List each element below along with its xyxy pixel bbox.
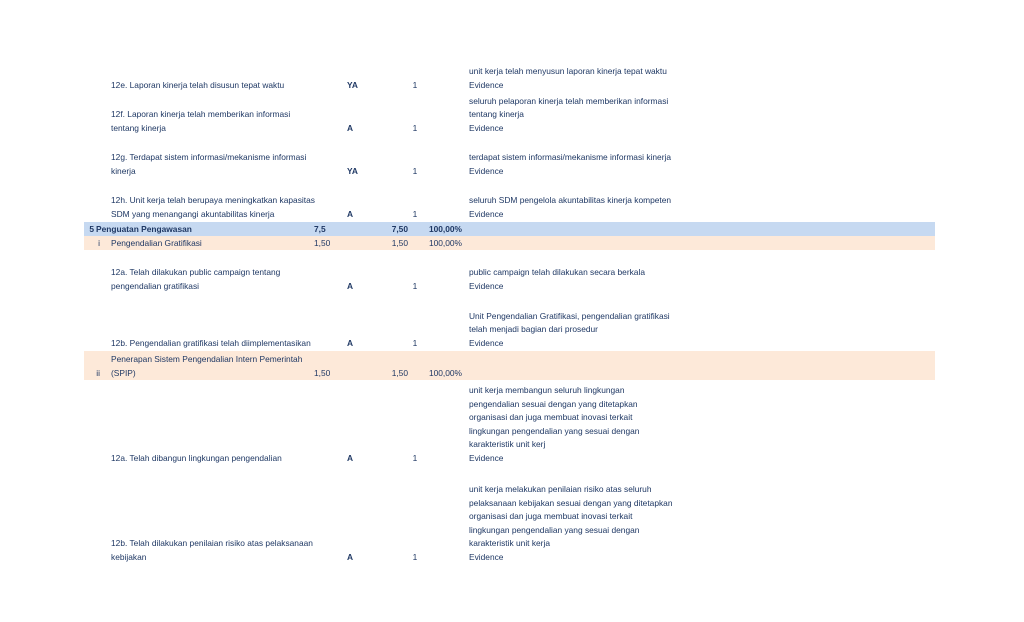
criteria-label: 12b. Telah dilakukan penilaian risiko atas pelaksanaan kebijakan [111,538,313,562]
answer-cell[interactable]: A [347,551,354,562]
percent-cell: 100,00% [428,237,462,248]
max-value-cell: 1,50 [314,367,331,378]
criteria-label: 12a. Telah dibangun lingkungan pengendalian [111,452,282,463]
subsection-row[interactable] [84,236,935,250]
criteria-label: 12h. Unit kerja telah berupaya meningkatkan kapasitas SDM yang menangangi akuntabilitas kinerja [111,195,315,219]
table-row[interactable] [84,381,935,465]
score-value-cell: 1,50 [391,237,408,248]
answer-cell[interactable]: YA [347,79,358,90]
table-row[interactable] [84,135,935,178]
percent-cell: 100,00% [428,367,462,378]
score-cell: 1 [412,337,418,348]
score-cell: 1 [412,79,418,90]
table-row[interactable] [84,250,935,293]
score-cell: 1 [412,122,418,133]
note-cell: unit kerja telah menyusun laporan kinerja tepat waktu Evidence [469,66,667,90]
section-row[interactable] [84,222,935,236]
subsection-code: i [98,237,100,248]
answer-cell[interactable]: A [347,452,354,463]
note-cell: unit kerja melakukan penilaian risiko atas seluruh pelaksanaan kebijakan sesuai dengan yang ditetapkan organisasi dan juga membuat inovasi terkait lingkungan pengendalian yang sesuai dengan karakteristik unit kerja Evidence [469,484,673,562]
subsection-row[interactable] [84,351,935,380]
answer-cell[interactable]: A [347,337,354,348]
note-cell: terdapat sistem informasi/mekanisme informasi kinerja Evidence [469,152,672,176]
score-cell: 1 [412,551,418,562]
table-row[interactable] [84,50,935,92]
score-value-cell: 1,50 [391,367,408,378]
note-cell: Unit Pengendalian Gratifikasi, pengendalian gratifikasi telah menjadi bagian dari prosedur Evidence [469,310,670,348]
score-value-cell: 7,50 [391,223,408,234]
score-cell: 1 [412,280,418,291]
subsection-code: ii [96,367,100,378]
section-number: 5 [89,223,94,234]
section-title: Penguatan Pengawasan [96,223,192,234]
max-value-cell: 1,50 [314,237,331,248]
table-row[interactable] [84,178,935,221]
score-cell: 1 [412,452,418,463]
score-cell: 1 [412,208,418,219]
answer-cell[interactable]: A [347,280,354,291]
note-cell: public campaign telah dilakukan secara berkala Evidence [469,267,645,291]
criteria-label: 12e. Laporan kinerja telah disusun tepat waktu [111,79,285,90]
subsection-title: Pengendalian Gratifikasi [111,237,202,248]
subsection-title: Penerapan Sistem Pengendalian Intern Pemerintah (SPIP) [111,354,303,378]
table-row[interactable] [84,293,935,350]
answer-cell[interactable]: YA [347,165,358,176]
note-cell: seluruh SDM pengelola akuntabilitas kinerja kompeten Evidence [469,195,672,219]
table-row[interactable] [84,92,935,135]
note-cell: unit kerja membangun seluruh lingkungan pengendalian sesuai dengan yang ditetapkan organisasi dan juga membuat inovasi terkait lingkungan pengendalian yang sesuai dengan karakteristik unit kerj Evidence [469,385,640,463]
criteria-label: 12f. Laporan kinerja telah memberikan informasi tentang kinerja [111,109,291,133]
criteria-label: 12g. Terdapat sistem informasi/mekanisme informasi kinerja [111,152,307,176]
max-value-cell: 7,5 [314,223,326,234]
score-cell: 1 [412,165,418,176]
note-cell: seluruh pelaporan kinerja telah memberikan informasi tentang kinerja Evidence [469,95,669,133]
answer-cell[interactable]: A [347,122,354,133]
criteria-label: 12b. Pengendalian gratifikasi telah diimplementasikan [111,337,311,348]
table-row[interactable] [84,465,935,564]
answer-cell[interactable]: A [347,208,354,219]
criteria-label: 12a. Telah dilakukan public campaign tentang pengendalian gratifikasi [111,267,281,291]
percent-cell: 100,00% [428,223,462,234]
